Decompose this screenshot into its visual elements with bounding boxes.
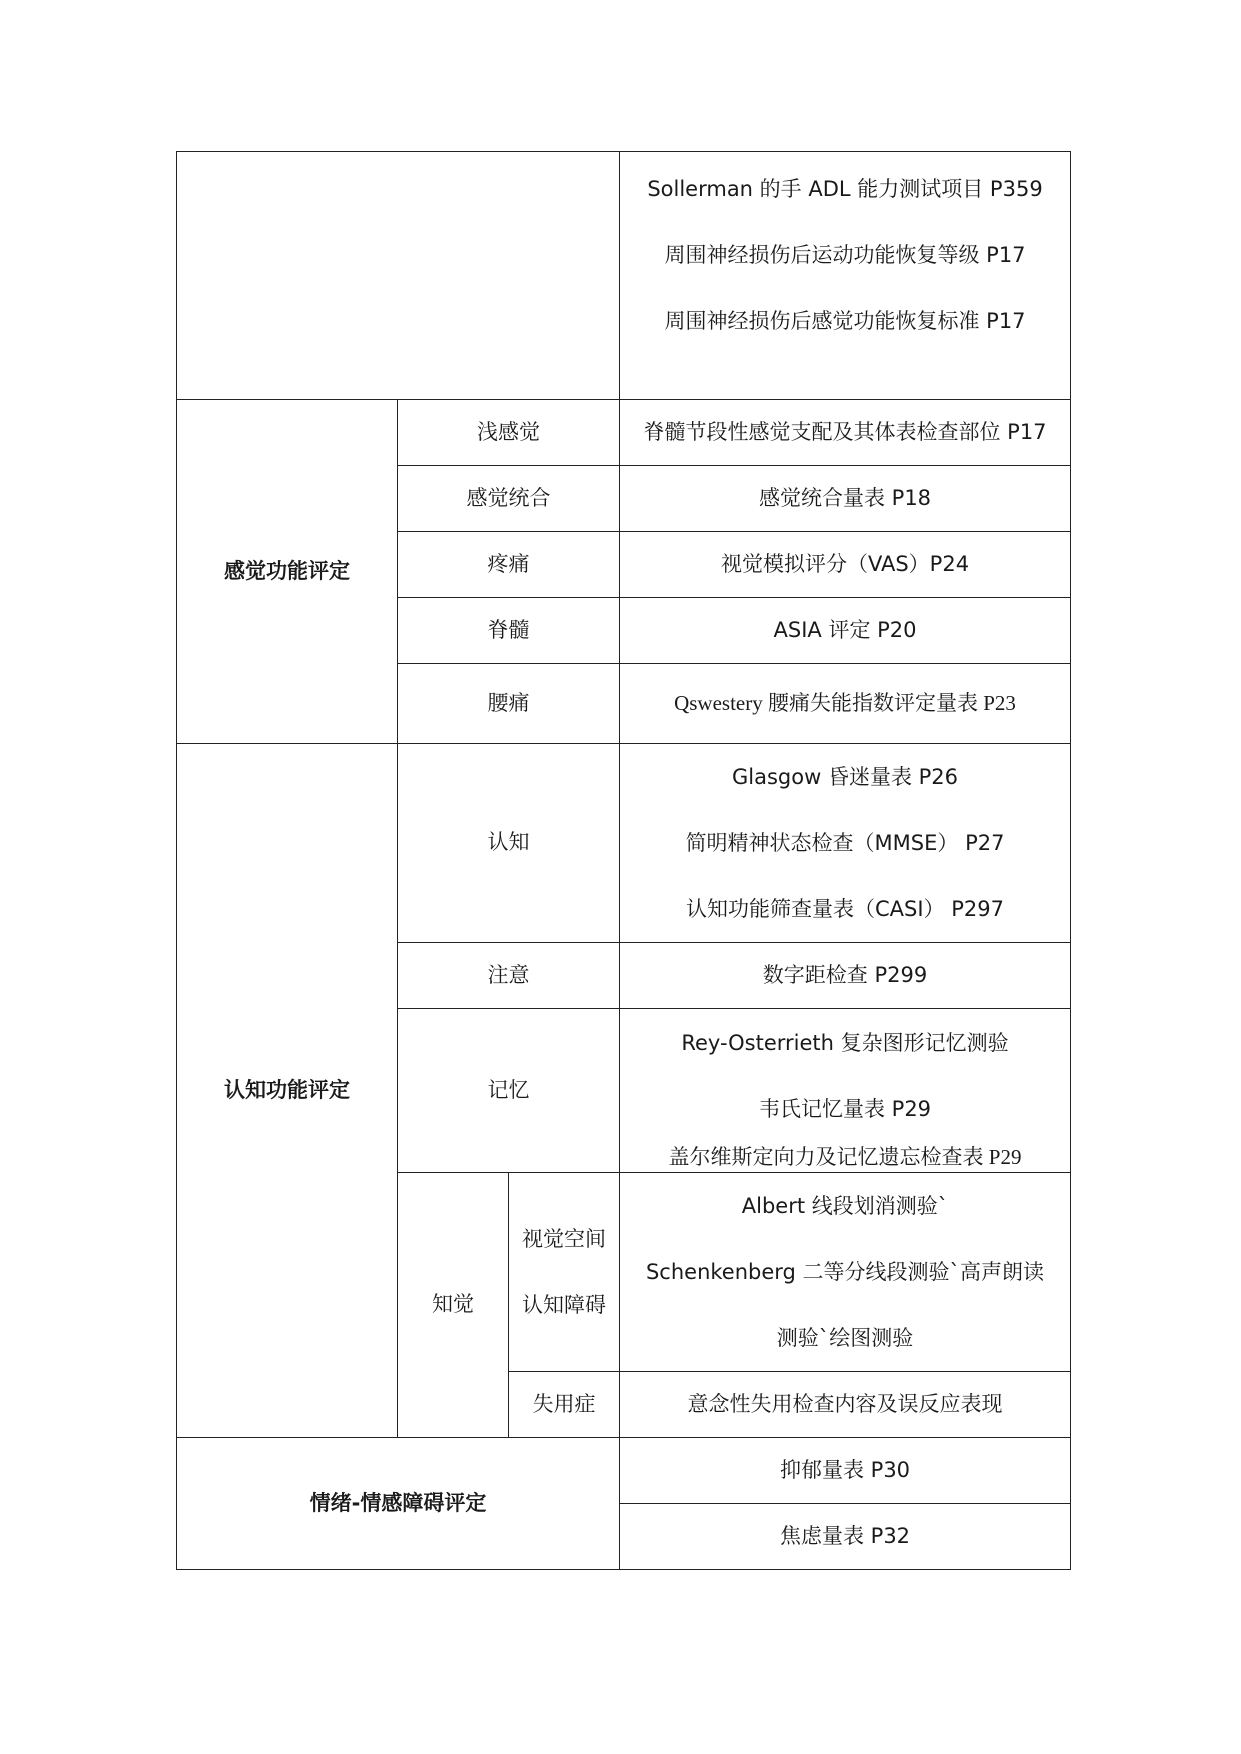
test-name: 焦虑量表 P32 [620, 1504, 1071, 1570]
table-row [177, 1438, 1071, 1504]
test-name: 感觉统合量表 P18 [620, 466, 1071, 532]
sub-label: 疼痛 [398, 532, 620, 598]
test-name: Qswestery 腰痛失能指数评定量表 P23 [620, 664, 1071, 744]
memory-tests-cell [620, 1009, 1071, 1173]
visuospatial-tests-cell [620, 1173, 1071, 1372]
table-row [177, 400, 1071, 466]
sub-label: 认知障碍 [522, 1293, 606, 1317]
test-name: 周围神经损伤后运动功能恢复等级 P17 [664, 243, 1026, 267]
hand-tests-cell [620, 152, 1071, 400]
test-name: ASIA 评定 P20 [620, 598, 1071, 664]
test-name: 数字距检查 P299 [620, 943, 1071, 1009]
sub-label: 注意 [398, 943, 620, 1009]
test-name: Schenkenberg 二等分线段测验`高声朗读 [645, 1260, 1045, 1284]
test-name: 认知功能筛查量表（CASI） P297 [686, 897, 1004, 921]
sub-label: 腰痛 [398, 664, 620, 744]
sub-label: 浅感觉 [398, 400, 620, 466]
test-name: Sollerman 的手 ADL 能力测试项目 P359 [647, 177, 1043, 201]
sub-label: 知觉 [398, 1173, 509, 1438]
visuospatial-label-cell [509, 1173, 620, 1372]
empty-cell [177, 152, 620, 400]
test-name: 脊髓节段性感觉支配及其体表检查部位 P17 [620, 400, 1071, 466]
test-name: 测验`绘图测验 [776, 1326, 914, 1350]
table-row [177, 744, 1071, 943]
category-cognitive: 认知功能评定 [177, 744, 398, 1438]
test-name: Glasgow 昏迷量表 P26 [732, 765, 959, 789]
sub-label: 脊髓 [398, 598, 620, 664]
cognition-tests-cell [620, 744, 1071, 943]
test-name: Rey-Osterrieth 复杂图形记忆测验 [681, 1030, 1009, 1055]
sub-label: 感觉统合 [398, 466, 620, 532]
category-emotion: 情绪-情感障碍评定 [177, 1438, 620, 1570]
test-name: 视觉模拟评分（VAS）P24 [620, 532, 1071, 598]
sub-label: 认知 [398, 744, 620, 943]
test-name: 意念性失用检查内容及误反应表现 [620, 1372, 1071, 1438]
sub-label: 失用症 [509, 1372, 620, 1438]
test-name: 抑郁量表 P30 [620, 1438, 1071, 1504]
test-name: 周围神经损伤后感觉功能恢复标准 P17 [664, 309, 1026, 333]
test-name: 韦氏记忆量表 P29 [758, 1096, 932, 1121]
test-name: 盖尔维斯定向力及记忆遗忘检查表 P29 [668, 1144, 1022, 1169]
assessment-table [176, 151, 1071, 1570]
category-sensory: 感觉功能评定 [177, 400, 398, 744]
sub-label: 视觉空间 [522, 1227, 606, 1251]
sub-label: 记忆 [398, 1009, 620, 1173]
test-name: 简明精神状态检查（MMSE） P27 [685, 831, 1005, 855]
test-name: Albert 线段划消测验` [741, 1194, 949, 1218]
table-row [177, 152, 1071, 400]
